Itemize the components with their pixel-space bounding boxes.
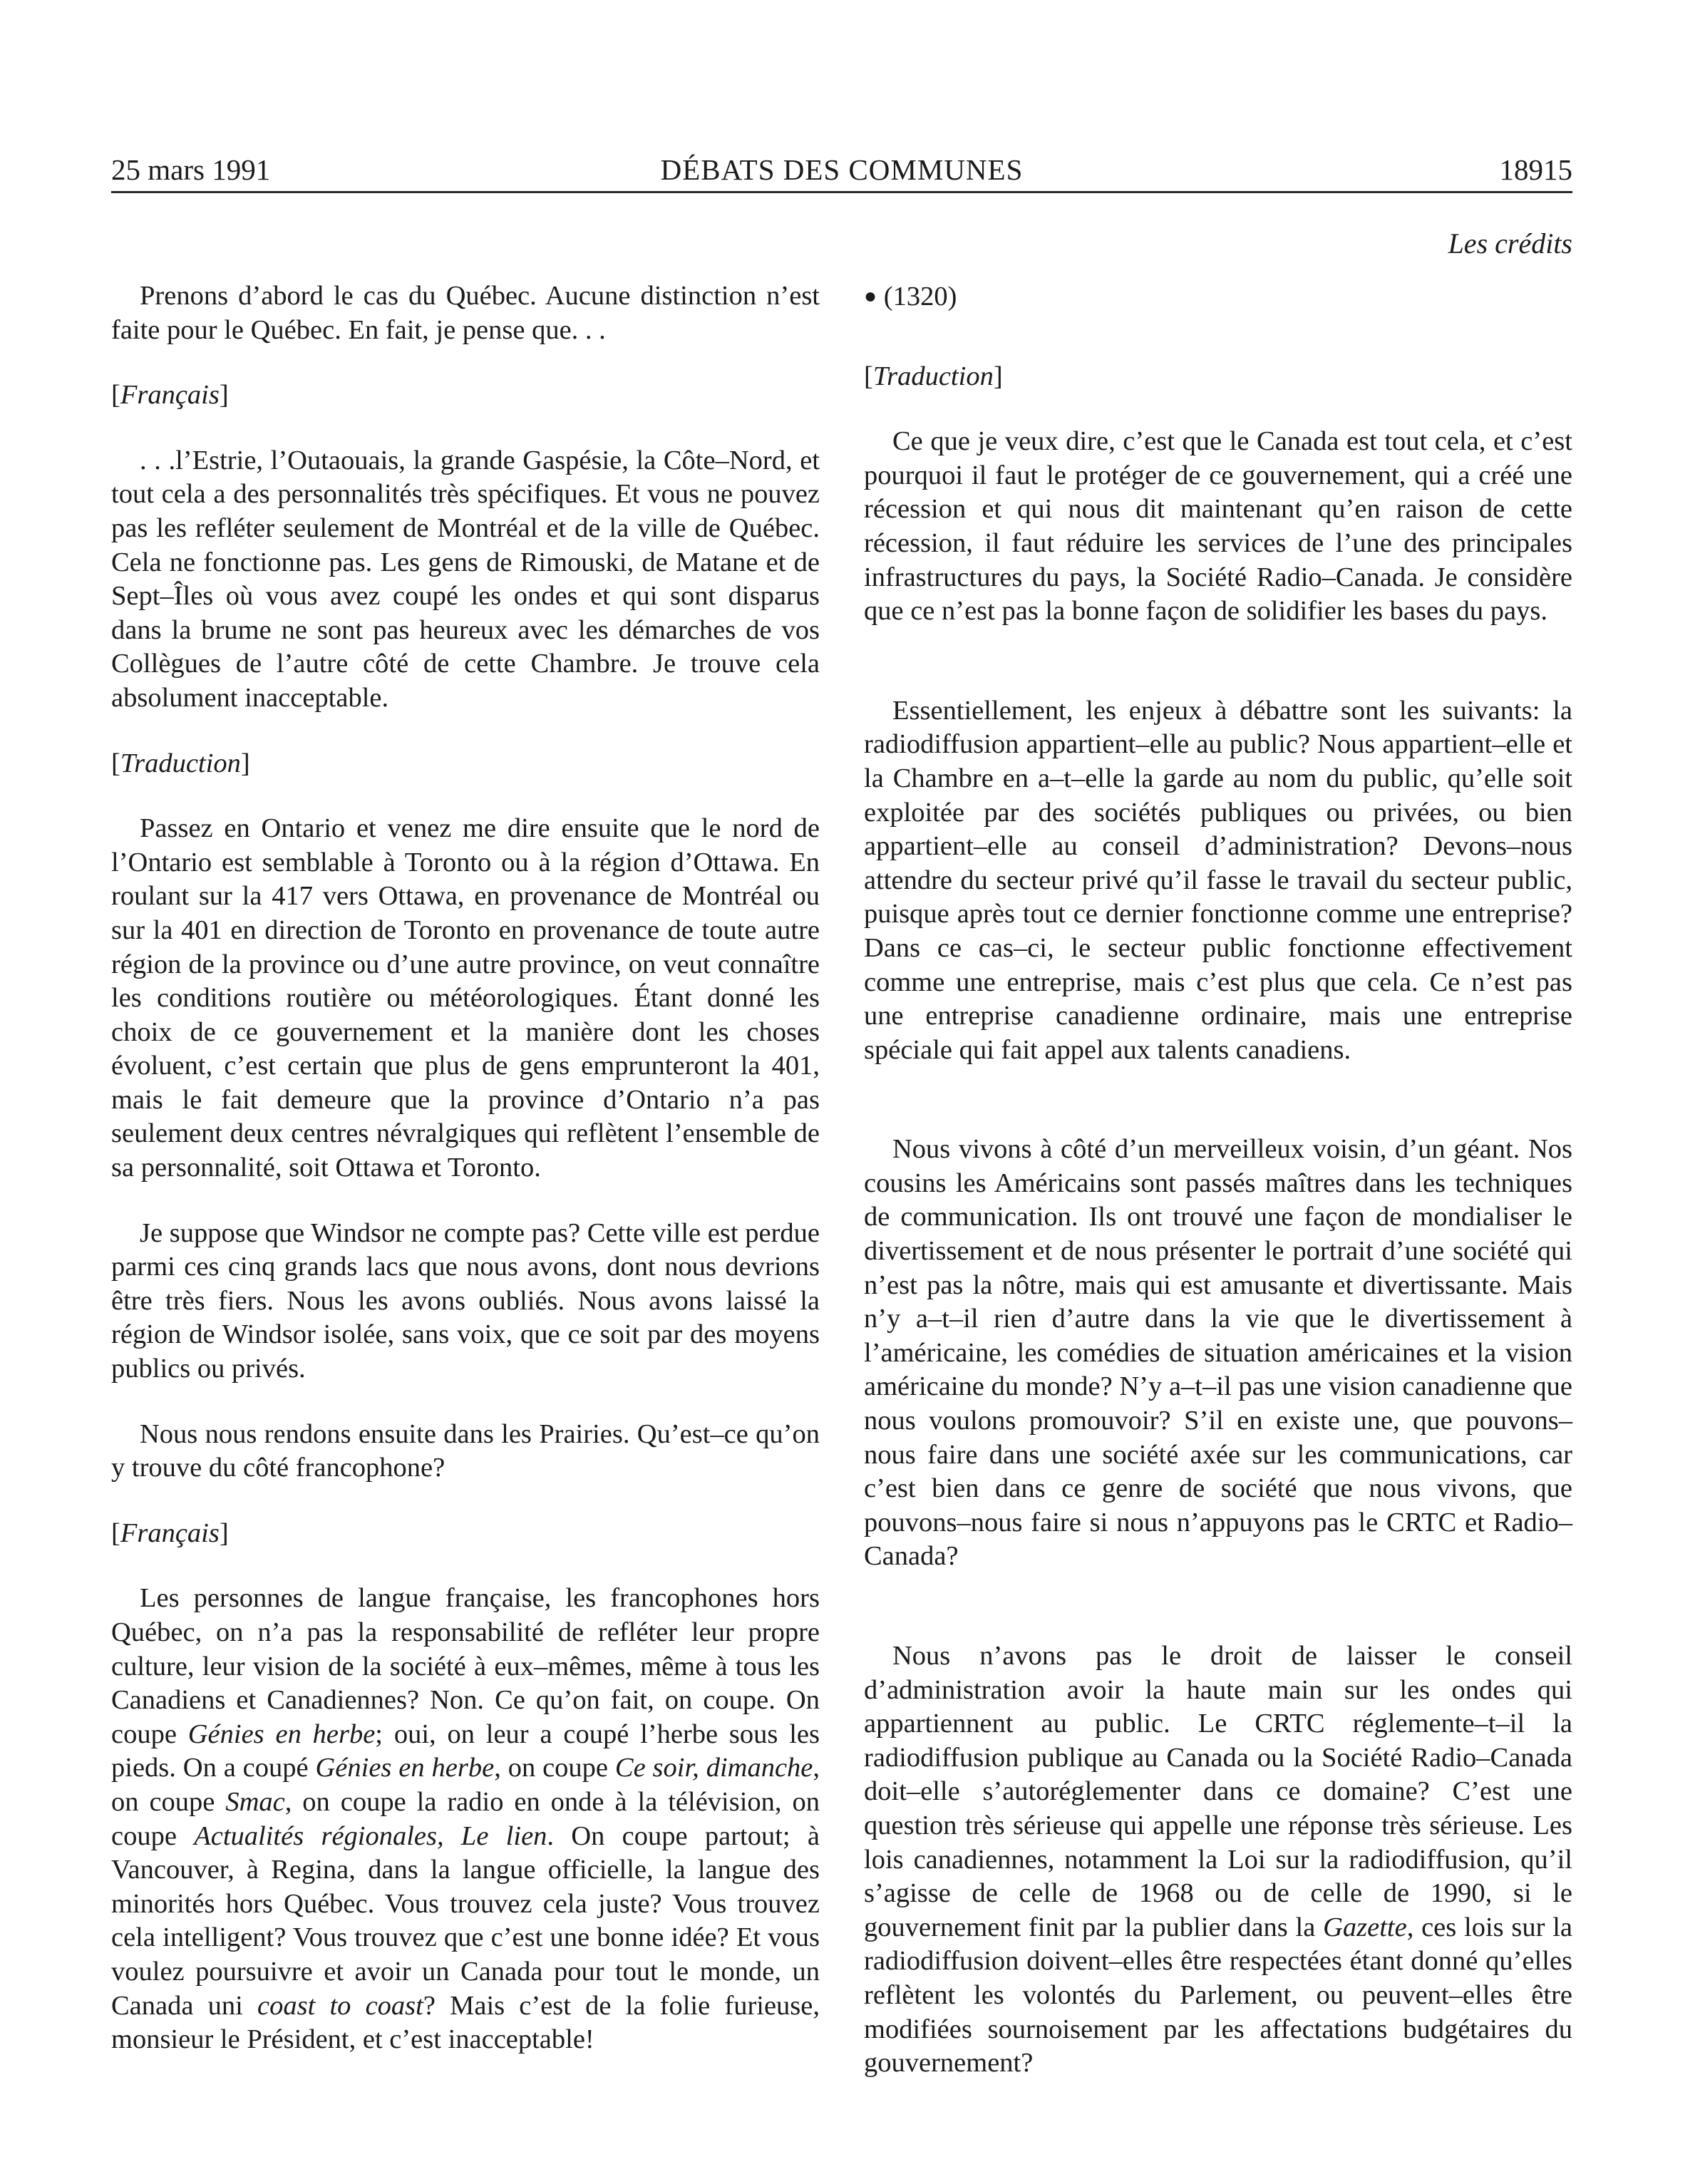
paragraph: Je suppose que Windsor ne compte pas? Cette ville est perdue parmi ces cinq grands lacs que nous avons, dont nous devrions être très fiers. Nous les avons oubliés. Nous avons laissé la région de Windsor isolée, sans voix, que ce soit par des moyens publics ou privés. [111,1217,820,1384]
header-page-number: 18915 [1499,153,1572,186]
paragraph: Nous vivons à côté d’un merveilleux voisin, d’un géant. Nos cousins les Américains sont passés maîtres dans les techniques de communication. Ils ont trouvé une façon de mondialiser le divertissement et de nous présenter le portrait d’une société qui n’est pas la nôtre, mais qui est amusante et divertissante. Mais n’y a–t–il rien d’autre dans la vie que le divertissement à l’américaine, les comédies de situation américaines et la vision américaine du monde? N’y a–t–il pas une vision canadienne que nous voulons promouvoir? S’il en existe une, que pouvons–nous faire dans une société axée sur les communications, car c’est bien dans ce genre de société que nous vivons, que pouvons–nous faire si nous n’appuyons pas le CRTC et Radio–Canada? [864,1134,1572,1572]
page-header [111,148,1572,191]
left-column [111,279,820,2088]
paragraph: Essentiellement, les enjeux à débattre sont les suivants: la radiodiffusion appartient–elle au public? Nous appartient–elle et la Chambre en a–t–elle la garde au nom du public, qu’elle soit exploitée par des sociétés publiques ou privées, ou bien appartient–elle au conseil d’administration? Devons–nous attendre du secteur privé qu’il fasse le travail du secteur public, puisque après tout ce dernier fonctionne comme une entreprise? Dans ce cas–ci, le secteur public fonctionne effectivement comme une entreprise, mais c’est plus que cela. Ce n’est pas une entreprise canadienne ordinaire, mais une entreprise spéciale qui fait appel aux talents canadiens. [864,695,1572,1065]
language-tag: [Français] [111,1518,229,1548]
header-rule [111,191,1572,193]
timestamp: ● (1320) [864,282,957,311]
header-title: DÉBATS DES COMMUNES [660,153,1024,186]
paragraph: Ce que je veux dire, c’est que le Canada est tout cela, et c’est pourquoi il faut le protéger de ce gouvernement, qui a créé une récession et qui nous dit maintenant qu’en raison de cette récession, il faut réduire les services de l’une des principales infrastructures du pays, la Société Radio–Canada. Je considère que ce n’est pas la bonne façon de solidifier les bases du pays. [864,426,1572,627]
paragraph: Les personnes de langue française, les francophones hors Québec, on n’a pas la responsabilité de refléter leur propre culture, leur vision de la société à eux–mêmes, même à tous les Canadiens et Canadiennes? Non. Ce qu’on fait, on coupe. On coupe Génies en herbe; oui, on leur a coupé l’herbe sous les pieds. On a coupé Génies en herbe, on coupe Ce soir, dimanche, on coupe Smac, on coupe la radio en onde à la télévision, on coupe Actualités régionales, Le lien. On coupe partout; à Vancouver, à Regina, dans la langue officielle, la langue des minorités hors Québec. Vous trouvez cela juste? Vous trouvez cela intelligent? Vous trouvez que c’est une bonne idée? Et vous voulez poursuivre et avoir un Canada pour tout le monde, un Canada uni coast to coast? Mais c’est de la folie furieuse, monsieur le Président, et c’est inacceptable! [111,1583,820,2055]
language-tag: [Traduction] [111,748,250,778]
paragraph: . . .l’Estrie, l’Outaouais, la grande Gaspésie, la Côte–Nord, et tout cela a des personnalités très spécifiques. Et vous ne pouvez pas les refléter seulement de Montréal et de la ville de Québec. Cela ne fonctionne pas. Les gens de Rimouski, de Matane et de Sept–Îles où vous avez coupé les ondes et qui sont disparus dans la brume ne sont pas heureux avec les démarches de vos Collègues de l’autre côté de cette Chambre. Je trouve cela absolument inacceptable. [111,445,820,713]
language-tag: [Français] [111,380,229,411]
header-date: 25 mars 1991 [111,153,271,186]
section-subheader: Les crédits [1448,227,1572,259]
bullet-icon: ● [864,284,877,308]
language-tag: [Traduction] [864,361,1003,391]
right-column [864,279,1572,2112]
paragraph: Nous nous rendons ensuite dans les Prairies. Qu’est–ce qu’on y trouve du côté francophone? [111,1418,820,1483]
paragraph: Passez en Ontario et venez me dire ensuite que le nord de l’Ontario est semblable à Toronto ou à la région d’Ottawa. En roulant sur la 417 vers Ottawa, en provenance de Montréal ou sur la 401 en direction de Toronto en provenance de toute autre région de la province ou d’une autre province, on veut connaître les conditions routière ou météorologiques. Étant donné les choix de ce gouvernement et la manière dont les choses évoluent, c’est certain que plus de gens emprunteront la 401, mais le fait demeure que la province d’Ontario n’a pas seulement deux centres névralgiques qui reflètent l’ensemble de sa personnalité, soit Ottawa et Toronto. [111,813,820,1183]
paragraph: Nous n’avons pas le droit de laisser le conseil d’administration avoir la haute main sur les ondes qui appartiennent au public. Le CRTC réglemente–t–il la radiodiffusion publique au Canada ou la Société Radio–Canada doit–elle s’autoréglementer dans ce domaine? C’est une question très sérieuse qui appelle une réponse très sérieuse. Les lois canadiennes, notamment la Loi sur la radiodiffusion, qu’il s’agisse de celle de 1968 ou de celle de 1990, si le gouvernement finit par la publier dans la Gazette, ces lois sur la radiodiffusion doivent–elles être respectées étant donné qu’elles reflètent les volontés du Parlement, ou peuvent–elles être modifiées sournoisement par les affectations budgétaires du gouvernement? [864,1641,1573,2079]
paragraph: Prenons d’abord le cas du Québec. Aucune distinction n’est faite pour le Québec. En fait, je pense que. . . [111,281,820,345]
